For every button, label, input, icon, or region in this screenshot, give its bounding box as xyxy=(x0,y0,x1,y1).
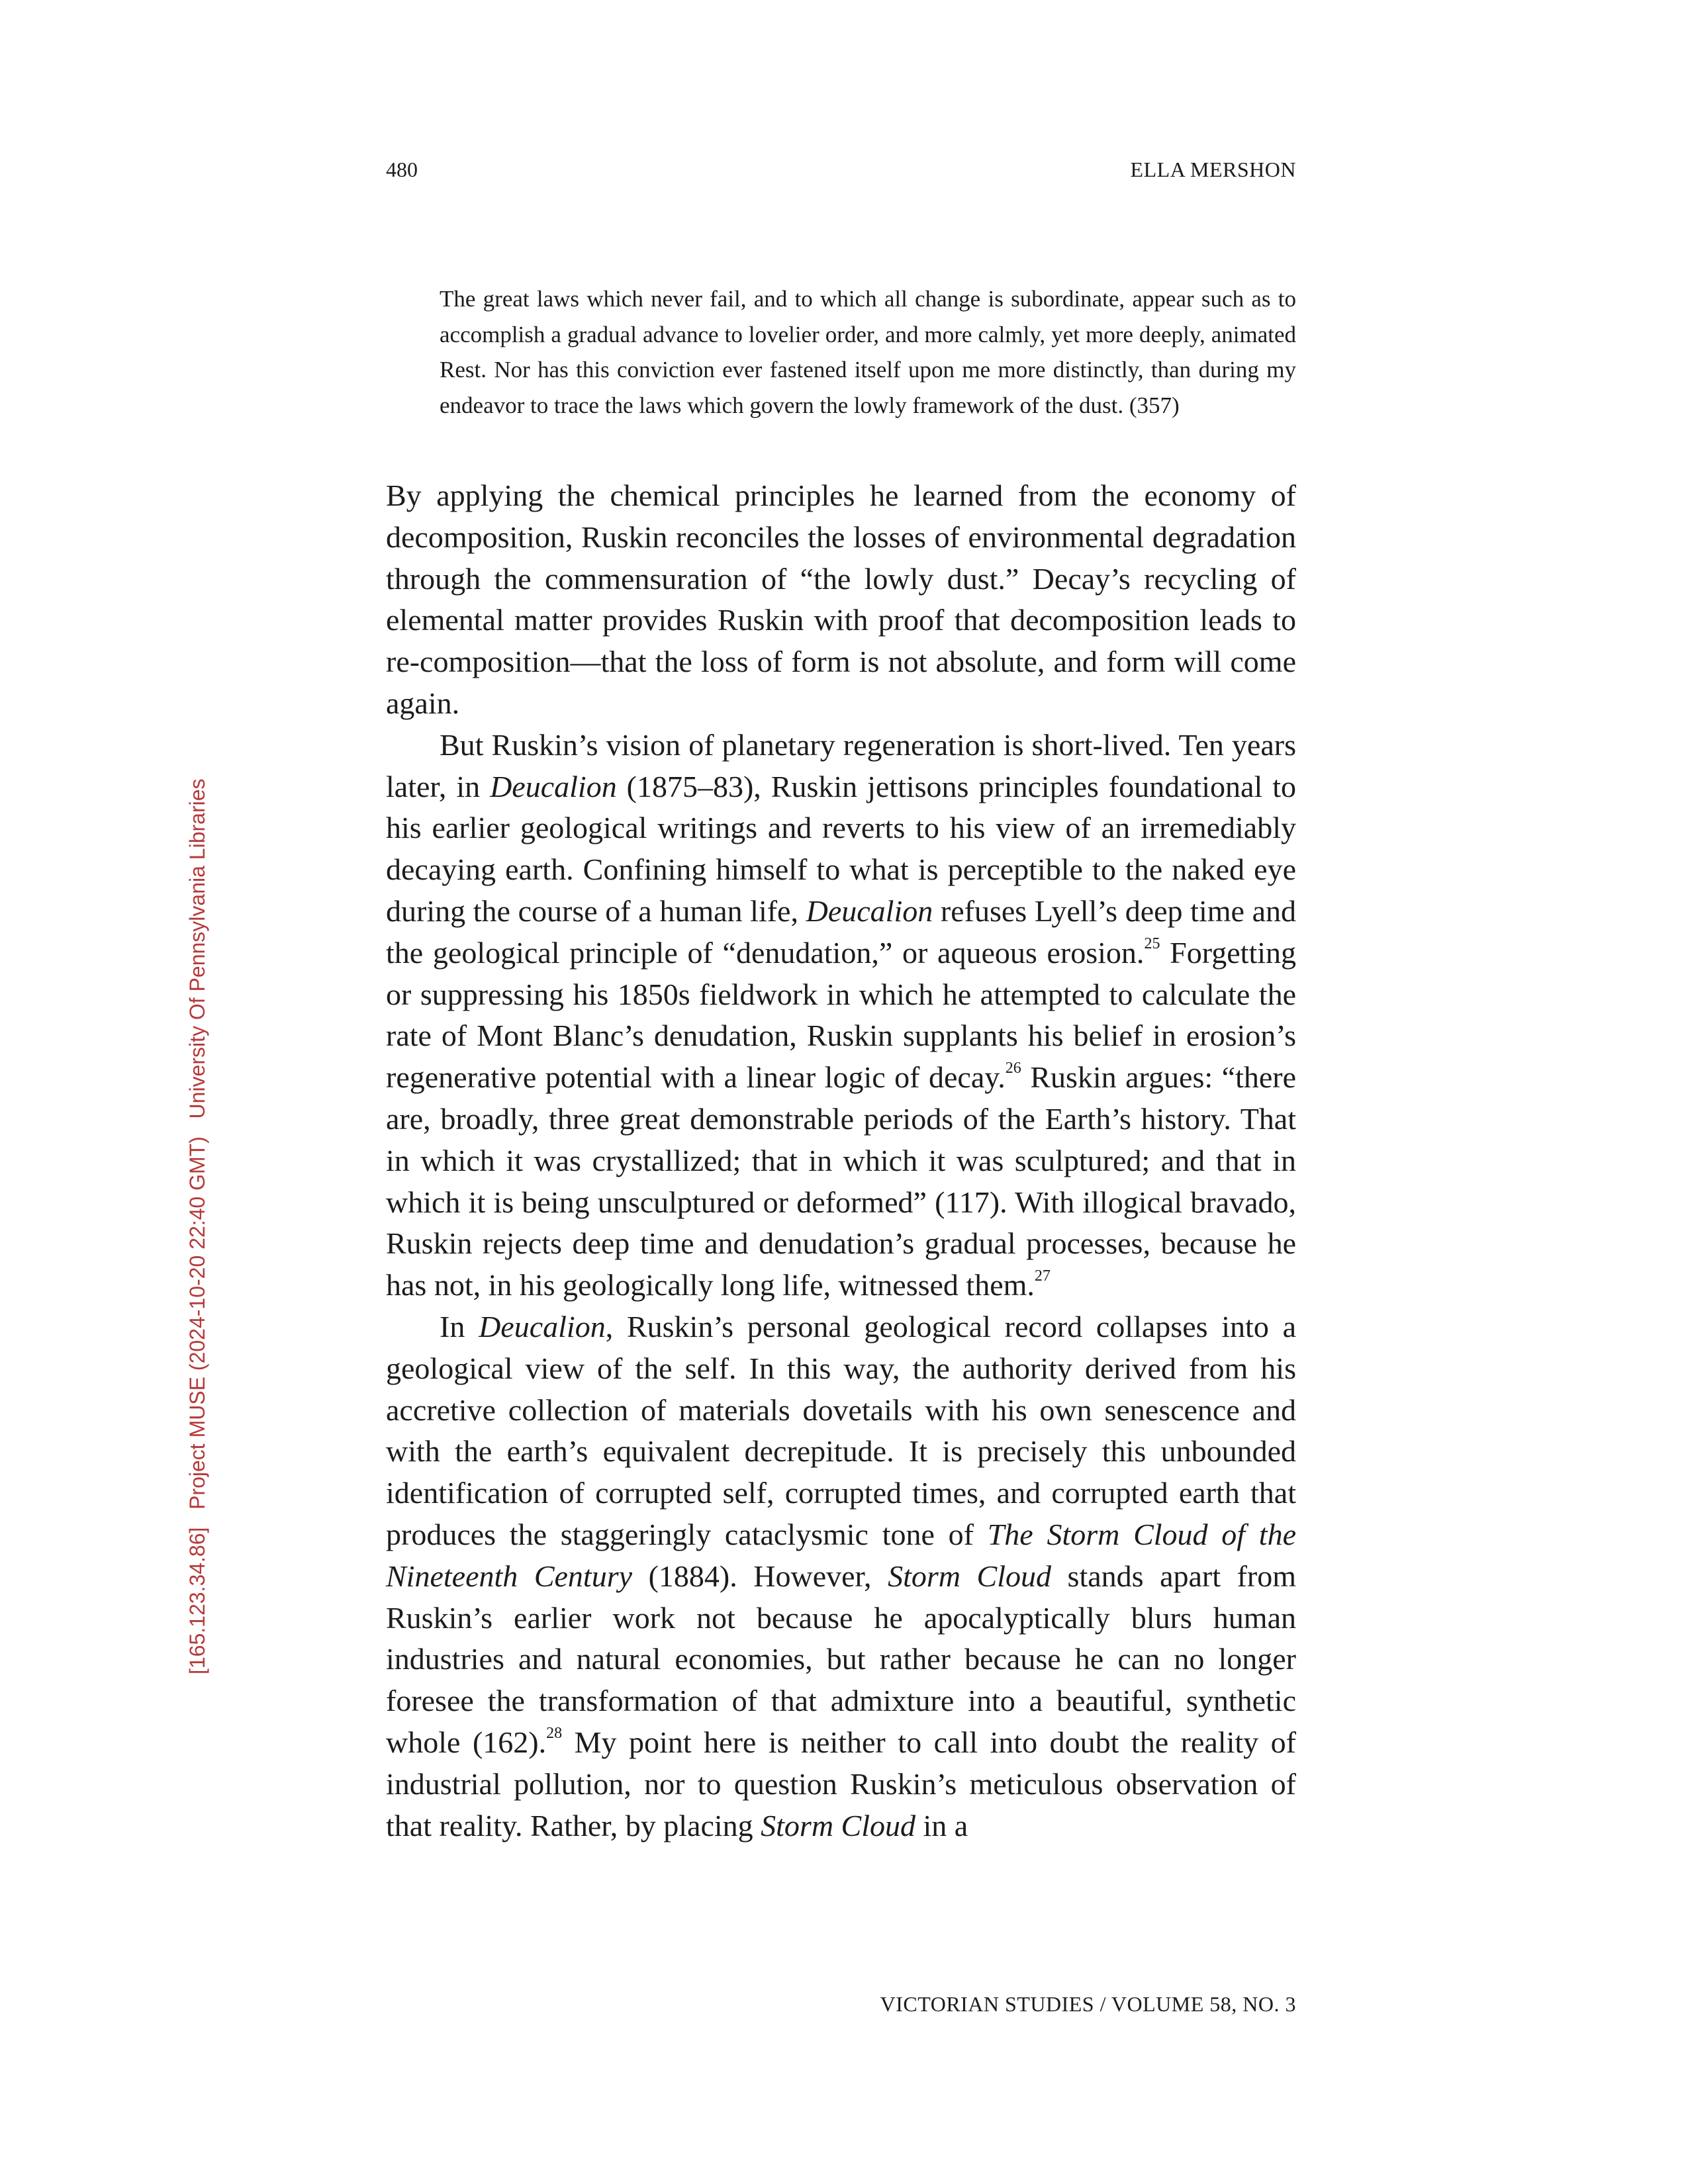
text-run: Ruskin argues: “there are, broadly, three great demonstrable periods of the Earth’s history. That in which it was crystallized; that in which it was sculptured; and that in which it is being unsculptured or deformed” (117). With illogical bravado, Ruskin rejects deep time and denudation’s gradual processes, because he has not, in his geologically long life, witnessed them. xyxy=(386,1060,1297,1302)
text-run: (1875–83), Ruskin jettisons principles foundational to his earlier geological writings and reverts to his view of an irremediably decaying earth. Confining himself to what is perceptible to the naked eye during the course of a human life, xyxy=(386,769,1296,928)
text-run: My point here is neither to call into doubt the reality of industrial pollution, nor to question Ruskin’s meticulous observation of that reality. Rather, by placing xyxy=(386,1725,1296,1843)
footnote-marker: 28 xyxy=(546,1724,563,1742)
italic-title: Deucalion xyxy=(806,893,933,928)
footnote-marker: 25 xyxy=(1144,934,1160,952)
paragraph xyxy=(386,725,1296,1306)
watermark-institution: University Of Pennsylvania Libraries xyxy=(185,778,209,1119)
paragraph: By applying the chemical principles he learned from the economy of decomposition, Ruskin reconciles the losses of environmental degradation through the commensuration of “the lowly dust.” Decay’s recycling of elemental matter provides Ruskin with proof that decomposition leads to re-composition—that the loss of form is not absolute, and form will come again. xyxy=(386,478,1296,720)
watermark-source: Project MUSE (2024-10-20 22:40 GMT) xyxy=(185,1136,209,1510)
footnote-marker: 26 xyxy=(1005,1060,1021,1077)
text-run: , Ruskin’s personal geological record collapses into a geological view of the self. In this way, the authority derived from his accretive collection of materials dovetails with his own senescence and with the earth’s equivalent decrepitude. It is precisely this unbounded identification of corrupted self, corrupted times, and corrupted earth that produces the staggeringly cataclysmic tone of xyxy=(386,1309,1296,1551)
text-run: In xyxy=(440,1309,479,1343)
body-text xyxy=(386,475,1296,1846)
text-run: in a xyxy=(915,1808,968,1843)
text-run: stands apart from Ruskin’s earlier work not because he apocalyptically blurs human industries and natural economies, but rather because he can no longer foresee the transformation of that admixture into a beautiful, synthetic whole (162). xyxy=(386,1559,1296,1759)
paragraph xyxy=(386,1306,1296,1846)
footnote-marker: 27 xyxy=(1034,1267,1051,1285)
watermark-ip: [165.123.34.86] xyxy=(185,1527,209,1674)
italic-title: Storm Cloud xyxy=(761,1808,916,1843)
italic-title: The Storm Cloud of the Nineteenth Century xyxy=(386,1517,1296,1593)
block-quote: The great laws which never fail, and to which all change is subordinate, appear such as to accomplish a gradual advance to lovelier order, and more calmly, yet more deeply, animated Rest. Nor has this conviction ever fastened itself upon me more distinctly, than during my endeavor to trace the laws which govern the lowly framework of the dust. (357) xyxy=(440,286,1296,418)
running-head-author: ELLA MERSHON xyxy=(1130,158,1296,181)
italic-title: Deucalion xyxy=(479,1309,606,1343)
text-run: Forgetting or suppressing his 1850s fieldwork in which he attempted to calculate the rate of Mont Blanc’s denudation, Ruskin supplants his belief in erosion’s regenerative potential with a linear logic of decay. xyxy=(386,935,1296,1095)
page-number: 480 xyxy=(386,158,418,181)
running-head xyxy=(386,158,1296,184)
text-run: But Ruskin’s vision of planetary regeneration is short-lived. Ten years later, in xyxy=(386,727,1296,803)
text-run: refuses Lyell’s deep time and the geological principle of “denudation,” or aqueous erosion. xyxy=(386,893,1296,970)
text-run: (1884). However, xyxy=(632,1559,888,1593)
download-watermark xyxy=(184,682,211,1674)
italic-title: Deucalion xyxy=(490,769,617,803)
running-footer: VICTORIAN STUDIES / VOLUME 58, NO. 3 xyxy=(880,1992,1296,2016)
italic-title: Storm Cloud xyxy=(888,1559,1051,1593)
